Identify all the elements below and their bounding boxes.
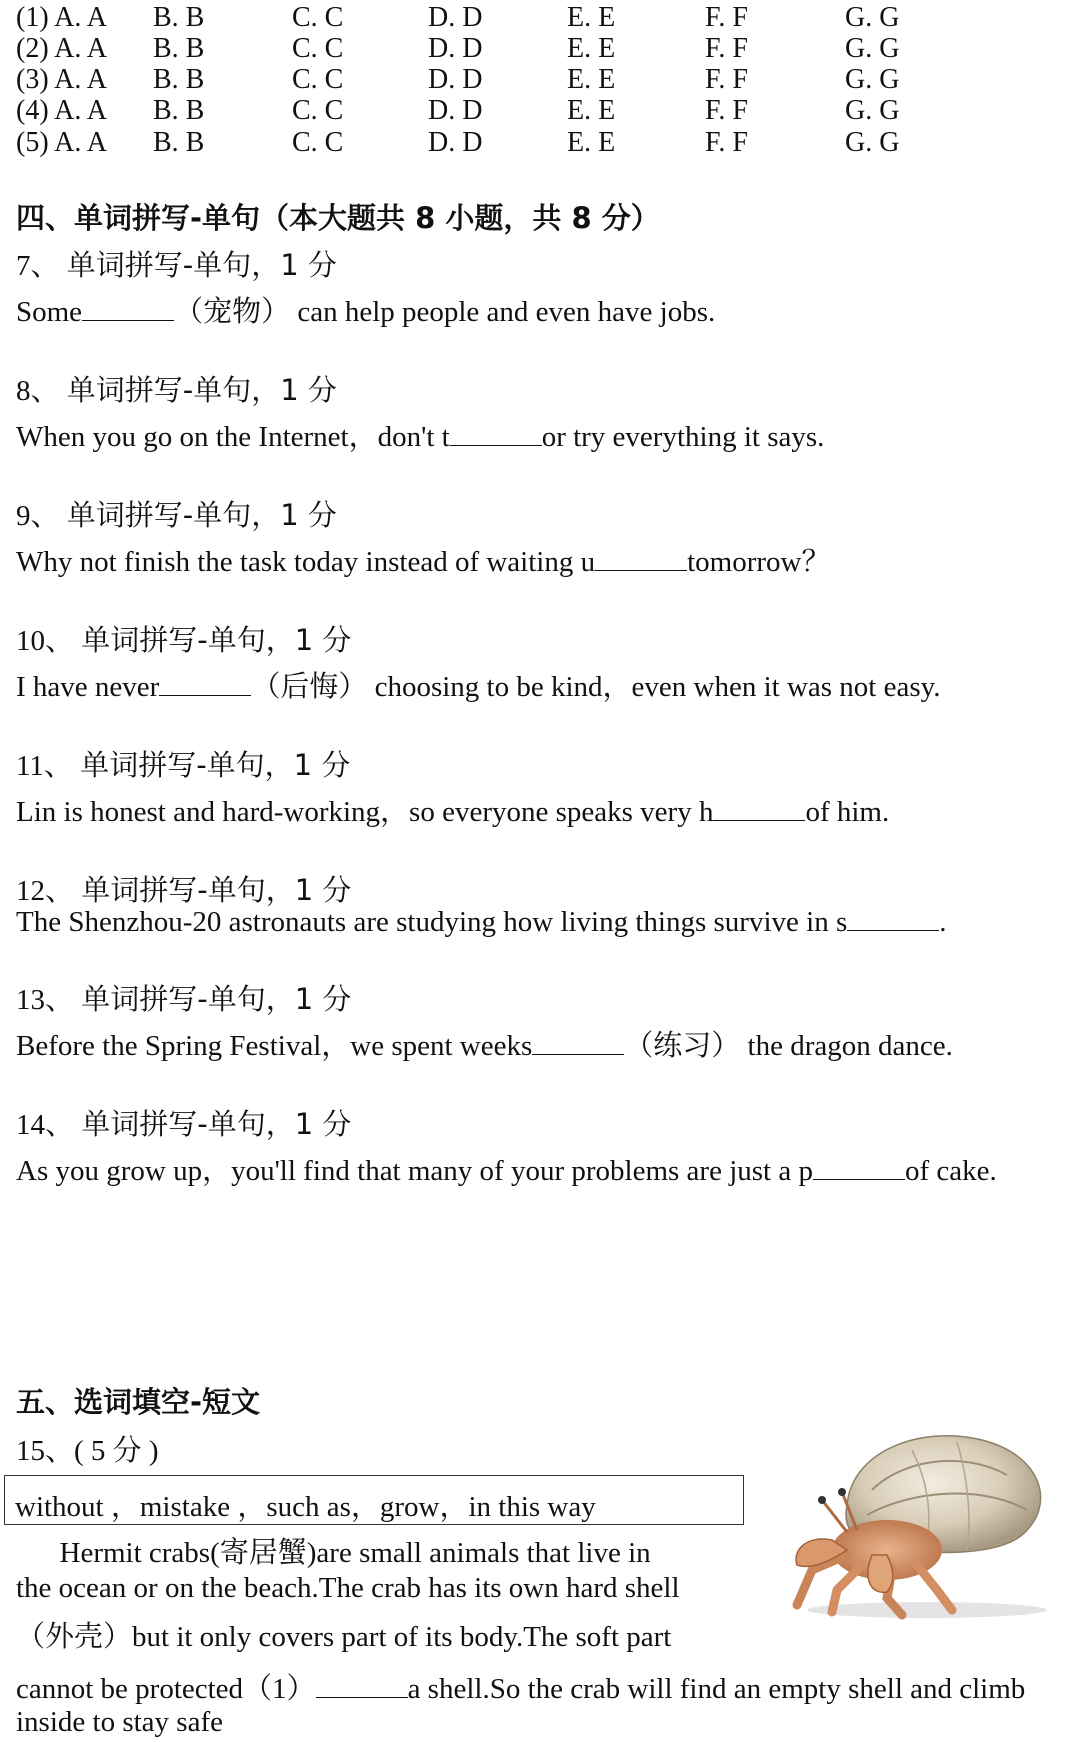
sentence-after: of him.: [805, 796, 890, 828]
question-number: 11、: [16, 750, 81, 782]
option-cell: E. E: [567, 95, 616, 126]
question-type-label: 单词拼写-单句，1 分: [66, 248, 337, 282]
passage-text: inside to stay safe: [16, 1706, 223, 1738]
question-sentence: [16, 414, 824, 455]
question-header: [16, 493, 337, 534]
chinese-gloss: （外壳）: [16, 1619, 133, 1653]
passage-line: [16, 1706, 223, 1739]
option-cell: F. F: [705, 2, 748, 33]
sentence-before: I have never: [16, 671, 160, 703]
option-cell: B. B: [153, 64, 205, 95]
question-type-label: 单词拼写-单句，1 分: [66, 498, 337, 532]
question-number: 14、: [16, 1109, 82, 1141]
question-number: 13、: [16, 984, 82, 1016]
question-type-label: 单词拼写-单句，1 分: [80, 748, 351, 782]
option-cell: [16, 95, 107, 127]
question-number: 7、: [16, 250, 67, 282]
answer-blank[interactable]: [82, 298, 174, 321]
option-cell: C. C: [292, 95, 344, 126]
option-cell: C. C: [292, 2, 344, 33]
section-5-title: 五、选词填空-短文: [16, 1385, 261, 1419]
sentence-after: can help people and even have jobs.: [290, 296, 716, 328]
option-cell: G. G: [845, 127, 900, 158]
passage-line: [16, 1530, 651, 1571]
question-type-label: 单词拼写-单句，1 分: [81, 1107, 352, 1141]
hermit-crab-image: [752, 1420, 1074, 1620]
option-cell: D. D: [428, 64, 483, 95]
row-number: (1): [16, 2, 55, 33]
row-number: (3): [16, 64, 55, 95]
question-header: [16, 977, 351, 1018]
option-cell: [16, 2, 107, 34]
chinese-hint: （后悔）: [251, 669, 368, 703]
option-cell: E. E: [567, 33, 616, 64]
passage-text: )are small animals that live in: [306, 1537, 651, 1569]
passage-text: Hermit crabs(: [16, 1537, 220, 1569]
question-type-label: 单词拼写-单句，1 分: [81, 873, 352, 907]
row-number: (2): [16, 33, 55, 64]
sentence-before: Why not finish the task today instead of waiting u: [16, 546, 596, 578]
sentence-after: choosing to be kind，even when it was not easy.: [367, 671, 941, 703]
sentence-before: Lin is honest and hard-working，so everyone speaks very h: [16, 796, 714, 828]
option-cell: D. D: [428, 95, 483, 126]
question-15-text: 15、( 5 分 ): [16, 1435, 159, 1467]
option-cell: D. D: [428, 33, 483, 64]
word-box: without ，mistake ，such as，grow，in this way: [4, 1475, 744, 1525]
sentence-before: When you go on the Internet，don't t: [16, 421, 450, 453]
option-cell: E. E: [567, 64, 616, 95]
sentence-before: The Shenzhou-20 astronauts are studying how living things survive in s: [16, 906, 848, 938]
passage-text: a shell.So the crab will find an empty shell and climb: [407, 1673, 1026, 1705]
option-cell: F. F: [705, 95, 748, 126]
option-cell: C. C: [292, 64, 344, 95]
option-label: A. A: [54, 2, 108, 33]
sentence-before: As you grow up，you'll find that many of your problems are just a p: [16, 1155, 813, 1187]
question-sentence: [16, 1148, 997, 1189]
sentence-before: Some: [16, 296, 83, 328]
question-number: 12、: [16, 875, 82, 907]
sentence-after: of cake.: [904, 1155, 997, 1187]
option-label: A. A: [54, 64, 108, 95]
passage-line: [16, 1572, 680, 1605]
passage-text: the ocean or on the beach.The crab has its own hard shell: [16, 1572, 680, 1604]
answer-blank[interactable]: [847, 908, 939, 931]
question-type-label: 单词拼写-单句，1 分: [81, 982, 352, 1016]
question-sentence: [16, 664, 941, 705]
option-cell: B. B: [153, 127, 205, 158]
option-cell: [16, 127, 107, 159]
option-label: A. A: [54, 95, 108, 126]
question-number: 9、: [16, 500, 67, 532]
option-cell: B. B: [153, 2, 205, 33]
question-header: [16, 368, 337, 409]
answer-blank[interactable]: [159, 673, 251, 696]
question-type-label: 单词拼写-单句，1 分: [66, 373, 337, 407]
section-4-title: 四、单词拼写-单句（本大题共 8 小题，共 8 分）: [16, 201, 660, 235]
passage-line: [16, 1614, 671, 1655]
option-cell: D. D: [428, 127, 483, 158]
sentence-after: .: [939, 906, 947, 938]
question-header: [16, 618, 351, 659]
question-number: 8、: [16, 375, 67, 407]
row-number: (5): [16, 127, 55, 158]
question-sentence: [16, 539, 830, 580]
question-header: [16, 1102, 351, 1143]
answer-blank[interactable]: [532, 1032, 624, 1055]
answer-blank[interactable]: [813, 1157, 905, 1180]
option-cell: B. B: [153, 95, 205, 126]
option-cell: G. G: [845, 2, 900, 33]
option-cell: F. F: [705, 33, 748, 64]
option-cell: C. C: [292, 33, 344, 64]
question-15-label: [16, 1428, 159, 1469]
option-cell: B. B: [153, 33, 205, 64]
row-number: (4): [16, 95, 55, 126]
chinese-gloss: 寄居蟹: [219, 1535, 307, 1569]
question-header: [16, 243, 337, 284]
option-label: A. A: [54, 33, 108, 64]
question-header: [16, 868, 351, 909]
sentence-after: or try everything it says.: [541, 421, 825, 453]
option-cell: D. D: [428, 2, 483, 33]
question-header: [16, 743, 350, 784]
option-cell: E. E: [567, 127, 616, 158]
option-cell: F. F: [705, 127, 748, 158]
option-cell: F. F: [705, 64, 748, 95]
answer-blank-1[interactable]: [316, 1675, 408, 1698]
sentence-after: the dragon dance.: [740, 1030, 953, 1062]
answer-blank[interactable]: [595, 548, 687, 571]
question-sentence: [16, 789, 889, 830]
option-cell: [16, 64, 107, 96]
option-label: A. A: [54, 127, 108, 158]
sentence-before: Before the Spring Festival，we spent weeks: [16, 1030, 533, 1062]
answer-blank[interactable]: [450, 423, 542, 446]
question-type-label: 单词拼写-单句，1 分: [81, 623, 352, 657]
answer-blank[interactable]: [713, 798, 805, 821]
chinese-hint: （宠物）: [174, 294, 291, 328]
option-cell: G. G: [845, 64, 900, 95]
chinese-hint: （练习）: [624, 1028, 741, 1062]
passage-line: [16, 1666, 1025, 1707]
option-cell: E. E: [567, 2, 616, 33]
option-cell: G. G: [845, 33, 900, 64]
question-number: 10、: [16, 625, 82, 657]
question-sentence: [16, 1023, 953, 1064]
option-cell: C. C: [292, 127, 344, 158]
question-sentence: [16, 289, 715, 330]
option-cell: G. G: [845, 95, 900, 126]
option-cell: [16, 33, 107, 65]
question-sentence: [16, 906, 946, 939]
passage-text: cannot be protected（1）: [16, 1673, 316, 1705]
passage-text: but it only covers part of its body.The soft part: [132, 1621, 672, 1653]
sentence-after: tomorrow？: [687, 546, 831, 578]
